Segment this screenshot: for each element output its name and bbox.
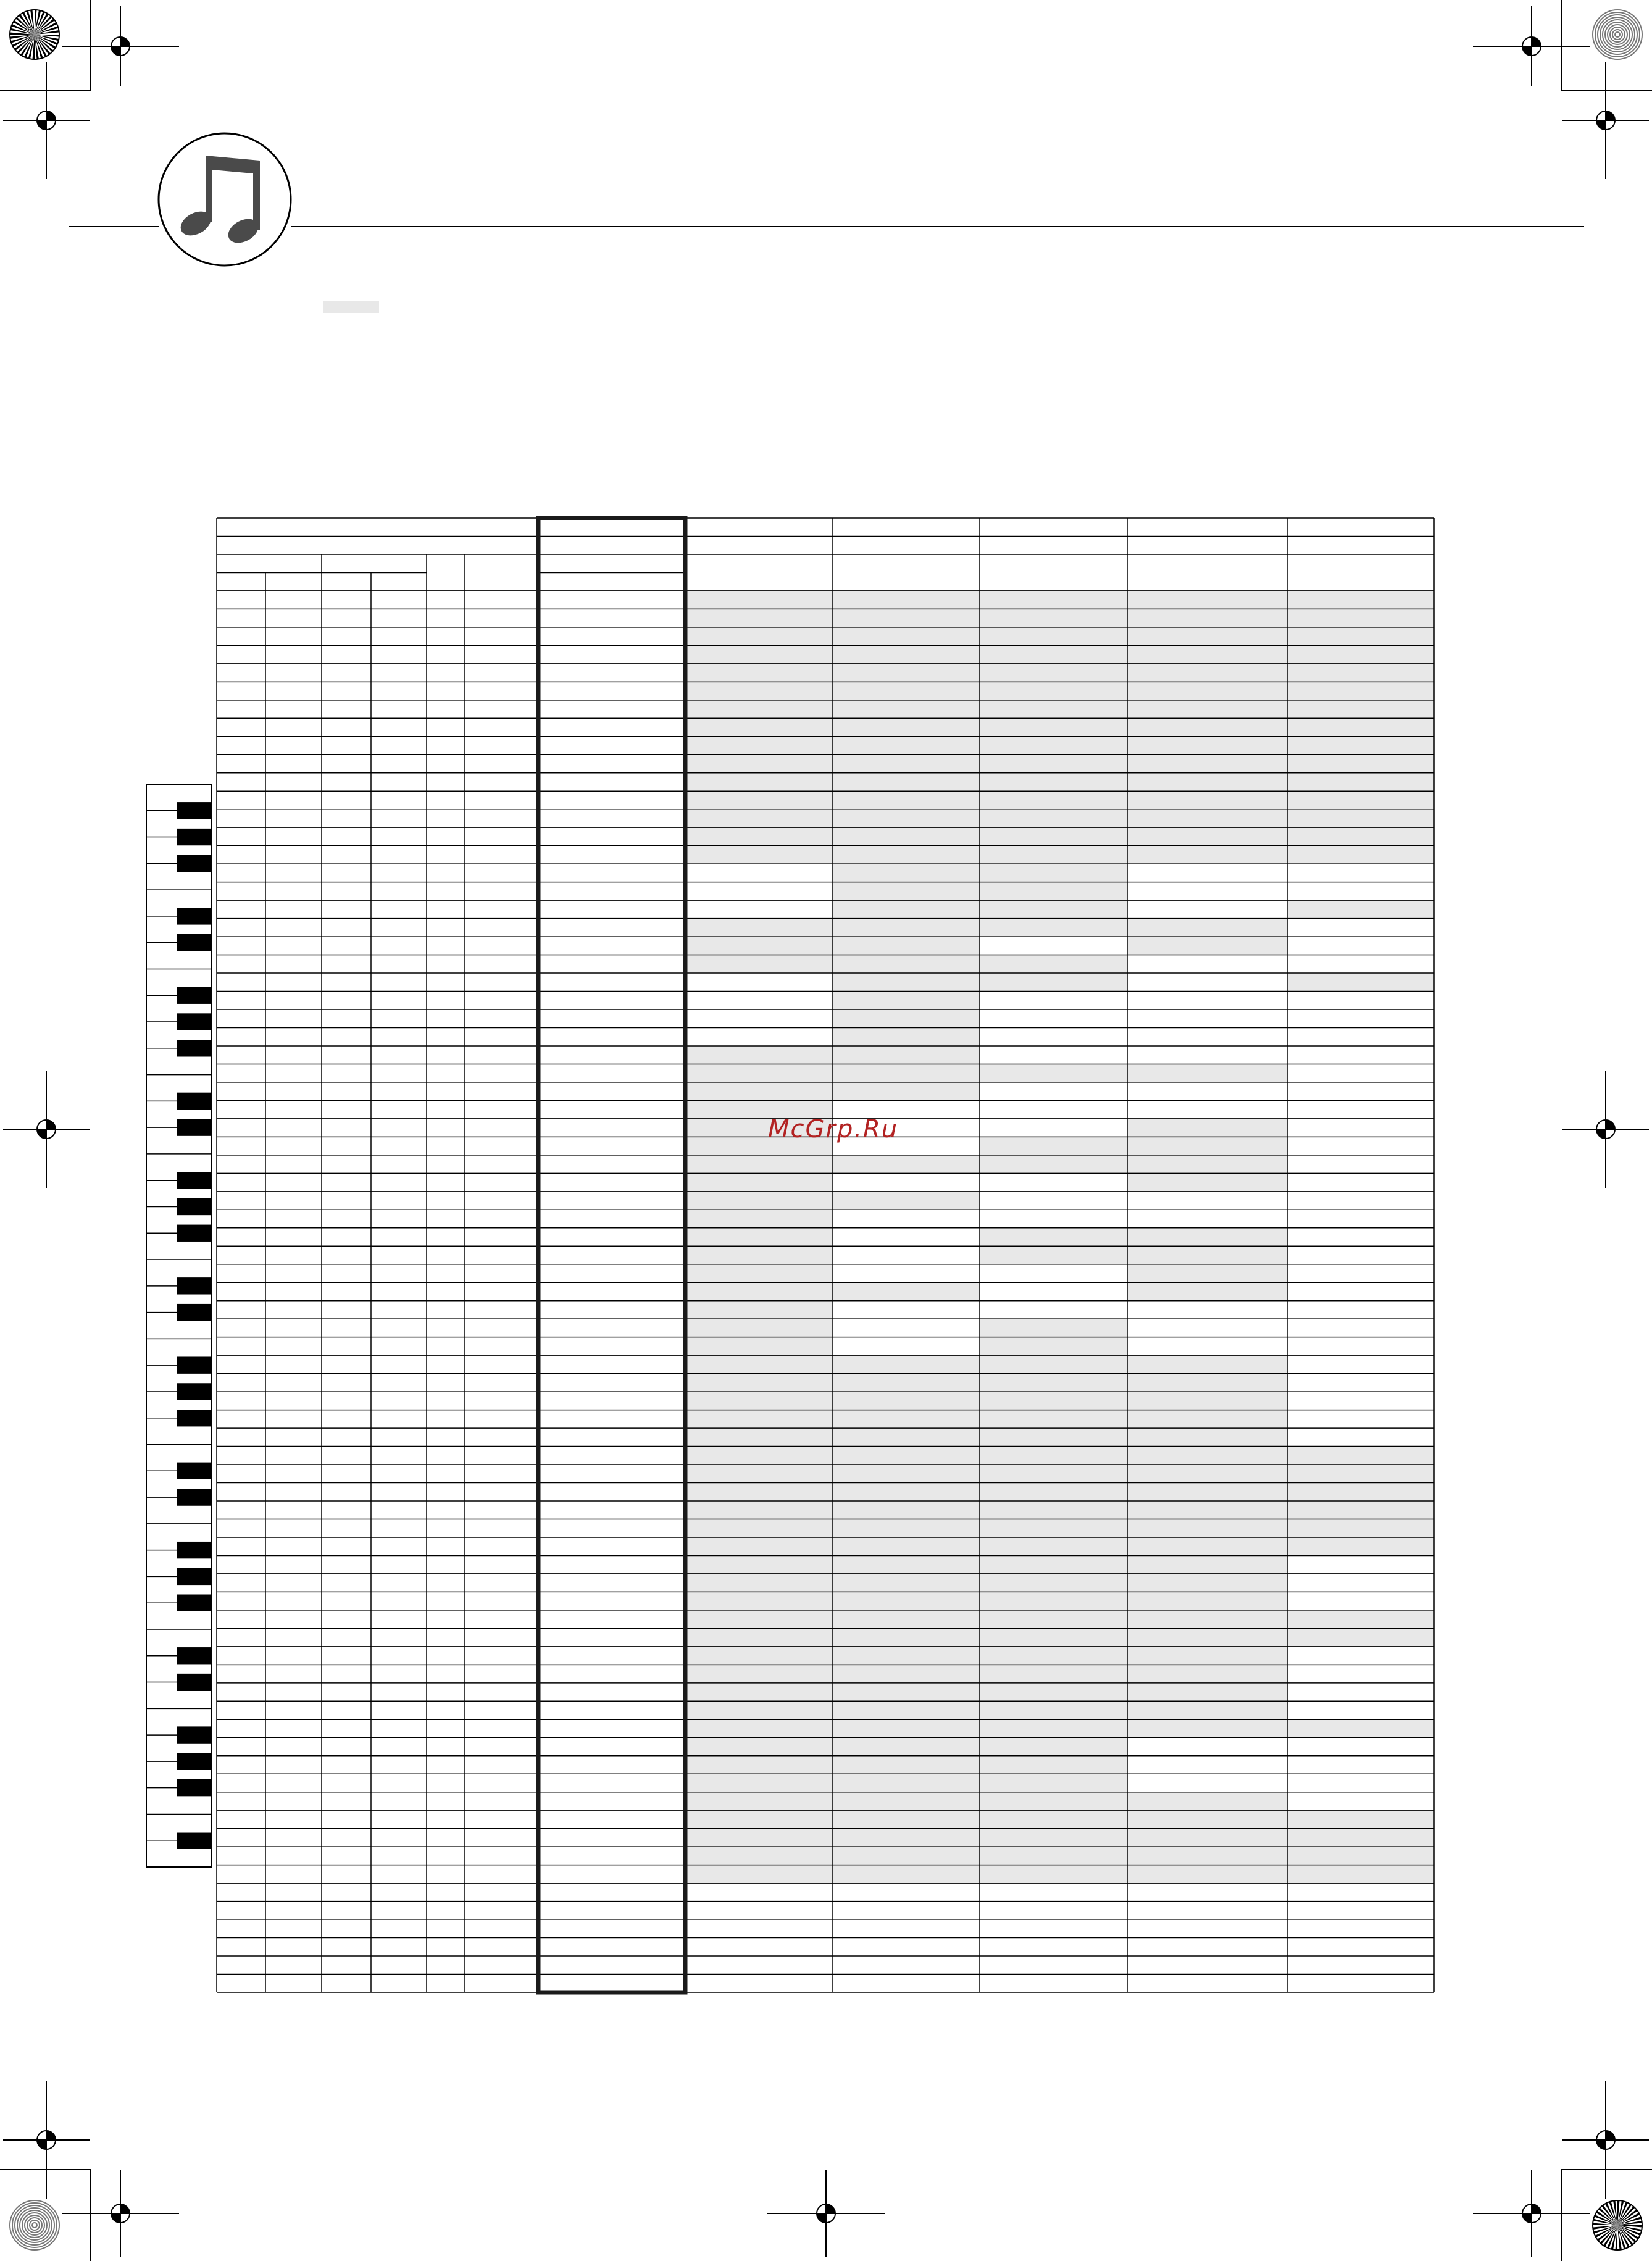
black-key xyxy=(177,1356,211,1373)
black-key xyxy=(177,802,211,819)
black-key xyxy=(177,1726,211,1743)
black-key xyxy=(177,1463,211,1479)
black-key xyxy=(177,1277,211,1294)
black-key xyxy=(177,1674,211,1691)
black-key xyxy=(177,1304,211,1321)
black-key xyxy=(177,1410,211,1426)
black-key xyxy=(177,987,211,1004)
watermark-text: McGrp.Ru xyxy=(768,1115,899,1143)
black-key xyxy=(177,1225,211,1242)
black-key xyxy=(177,1040,211,1056)
black-key xyxy=(177,1595,211,1611)
black-key xyxy=(177,1753,211,1770)
black-key xyxy=(177,1119,211,1135)
black-key xyxy=(177,1093,211,1110)
black-key xyxy=(177,1779,211,1796)
black-key xyxy=(177,1198,211,1215)
black-key xyxy=(177,1542,211,1558)
black-key xyxy=(177,1647,211,1664)
black-key xyxy=(177,934,211,951)
black-key xyxy=(177,1383,211,1400)
black-key xyxy=(177,855,211,872)
black-key xyxy=(177,829,211,845)
black-key xyxy=(177,1833,211,1849)
black-key xyxy=(177,1489,211,1505)
black-key xyxy=(177,908,211,924)
black-key xyxy=(177,1568,211,1585)
black-key xyxy=(177,1172,211,1189)
black-key xyxy=(177,1013,211,1030)
